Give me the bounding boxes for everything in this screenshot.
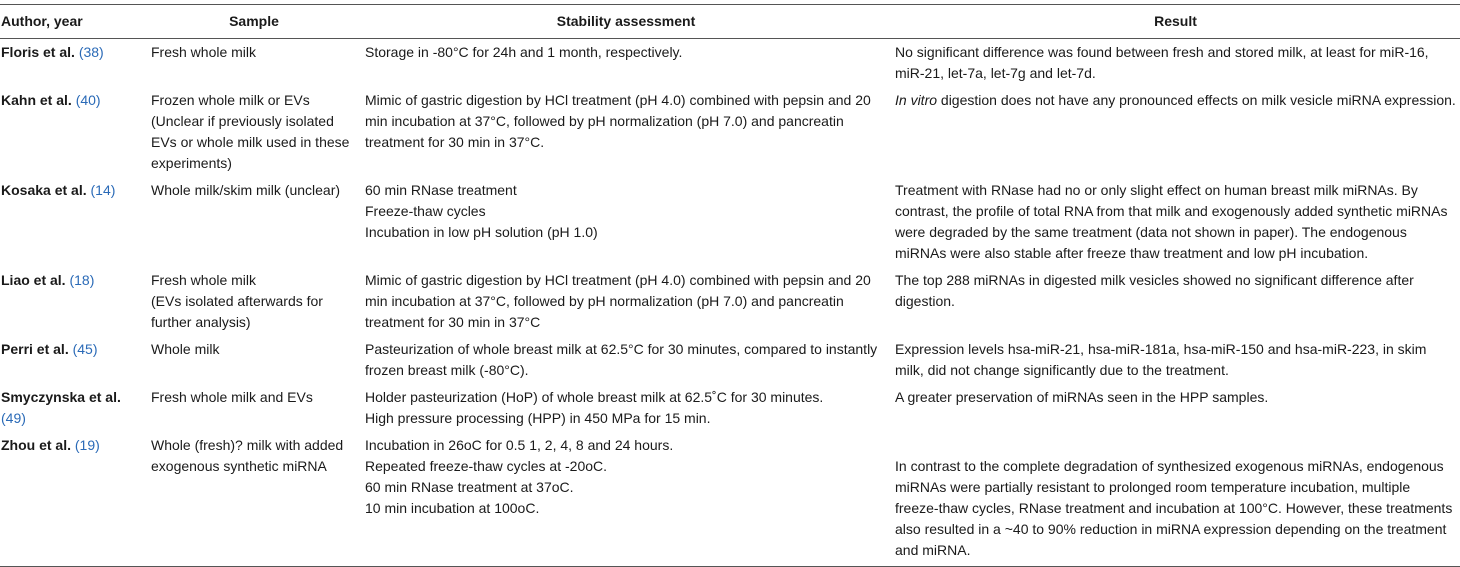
sample-cell [147, 432, 361, 567]
table-row [0, 39, 1460, 88]
stability-text: Storage in -80°C for 24h and 1 month, respectively. [365, 44, 683, 60]
stability-text: Pasteurization of whole breast milk at 62.5°C for 30 minutes, compared to instantly frozen breast milk (-80°C). [365, 341, 878, 378]
reference-link[interactable]: (18) [69, 272, 95, 288]
stability-cell [361, 384, 891, 432]
author-cell [0, 39, 147, 88]
stability-text: 60 min RNase treatment at 37oC. [365, 479, 574, 495]
result-cell [891, 39, 1460, 88]
author-name: Kahn et al. [1, 92, 72, 108]
author-name: Perri et al. [1, 341, 69, 357]
result-text: Expression levels hsa-miR-21, hsa-miR-181a, hsa-miR-150 and hsa-miR-223, in skim milk, did not change significantly due to the treatment. [895, 341, 1427, 378]
sample-text: Fresh whole milk [151, 272, 257, 288]
table-row [0, 336, 1460, 384]
stability-text: Incubation in 26oC for 0.5 1, 2, 4, 8 and 24 hours. [365, 437, 674, 453]
result-text: A greater preservation of miRNAs seen in the HPP samples. [895, 389, 1269, 405]
result-cell [891, 267, 1460, 336]
author-cell [0, 384, 147, 432]
stability-text: Repeated freeze-thaw cycles at -20oC. [365, 458, 608, 474]
sample-text: (EVs isolated afterwards for further analysis) [151, 293, 323, 330]
result-text: The top 288 miRNAs in digested milk vesicles showed no significant difference after digestion. [895, 272, 1414, 309]
table-row [0, 432, 1460, 567]
author-name: Kosaka et al. [1, 182, 87, 198]
reference-link[interactable]: (40) [75, 92, 101, 108]
result-italic-text: In vitro [895, 92, 938, 108]
reference-link[interactable]: (14) [90, 182, 116, 198]
sample-text: Frozen whole milk or EVs (Unclear if previously isolated EVs or whole milk used in these experiments) [151, 92, 350, 171]
table-body [0, 39, 1460, 567]
stability-text: Incubation in low pH solution (pH 1.0) [365, 224, 598, 240]
sample-text: Whole milk/skim milk (unclear) [151, 182, 341, 198]
stability-cell [361, 87, 891, 177]
sample-text: Whole (fresh)? milk with added exogenous synthetic miRNA [151, 437, 344, 474]
stability-table [0, 4, 1460, 567]
stability-text: Holder pasteurization (HoP) of whole breast milk at 62.5˚C for 30 minutes. [365, 389, 824, 405]
result-text: digestion does not have any pronounced effects on milk vesicle miRNA expression. [937, 92, 1456, 108]
stability-cell [361, 432, 891, 567]
header-sample: Sample [229, 13, 279, 29]
author-name: Liao et al. [1, 272, 66, 288]
reference-link[interactable]: (19) [74, 437, 100, 453]
sample-text: Fresh whole milk and EVs [151, 389, 313, 405]
result-cell [891, 432, 1460, 567]
sample-text: Fresh whole milk [151, 44, 257, 60]
author-name: Zhou et al. [1, 437, 71, 453]
result-cell [891, 177, 1460, 267]
stability-cell [361, 267, 891, 336]
stability-text: 10 min incubation at 100oC. [365, 500, 540, 516]
author-name: Floris et al. [1, 44, 75, 60]
table-header [0, 5, 1460, 39]
table-row [0, 384, 1460, 432]
author-cell [0, 177, 147, 267]
sample-cell [147, 267, 361, 336]
result-cell [891, 384, 1460, 432]
result-cell [891, 87, 1460, 177]
result-text: In contrast to the complete degradation of synthesized exogenous miRNAs, endogenous miRNAs were partially resistant to prolonged room temperature incubation, multiple freeze-thaw cycles, RNase treatment and incubation at 100°C. However, these treatments also resulted in a ~40 to 90% reduction in miRNA expression depending on the treatment and miRNA. [895, 458, 1453, 558]
header-result: Result [1154, 13, 1197, 29]
sample-cell [147, 87, 361, 177]
stability-text: High pressure processing (HPP) in 450 MPa for 15 min. [365, 410, 711, 426]
header-author: Author, year [1, 13, 83, 29]
reference-link[interactable]: (49) [1, 410, 26, 426]
author-cell [0, 267, 147, 336]
header-stability: Stability assessment [556, 13, 696, 29]
sample-text: Whole milk [151, 341, 220, 357]
table-row [0, 87, 1460, 177]
author-name: Smyczynska et al. [1, 389, 121, 405]
sample-cell [147, 336, 361, 384]
result-cell [891, 336, 1460, 384]
result-text: Treatment with RNase had no or only slight effect on human breast milk miRNAs. By contrast, the profile of total RNA from that milk and exogenously added synthetic miRNAs were degraded by the same treatment (data not shown in paper). The endogenous miRNAs were also stable after freeze thaw treatment and low pH incubation. [895, 182, 1448, 261]
sample-cell [147, 177, 361, 267]
stability-text: 60 min RNase treatment [365, 182, 517, 198]
table-row [0, 267, 1460, 336]
author-cell [0, 336, 147, 384]
sample-cell [147, 384, 361, 432]
stability-cell [361, 336, 891, 384]
sample-cell [147, 39, 361, 88]
author-cell [0, 432, 147, 567]
result-text: No significant difference was found between fresh and stored milk, at least for miR-16, miR-21, let-7a, let-7g and let-7d. [895, 44, 1429, 81]
author-cell [0, 87, 147, 177]
stability-cell [361, 177, 891, 267]
reference-link[interactable]: (45) [72, 341, 98, 357]
stability-cell [361, 39, 891, 88]
stability-text: Freeze-thaw cycles [365, 203, 486, 219]
stability-text: Mimic of gastric digestion by HCl treatment (pH 4.0) combined with pepsin and 20 min incubation at 37°C, followed by pH normalization (pH 7.0) and pancreatin treatment for 30 min in 37°C. [365, 92, 871, 150]
table-row [0, 177, 1460, 267]
stability-text: Mimic of gastric digestion by HCl treatment (pH 4.0) combined with pepsin and 20 min incubation at 37°C, followed by pH normalization (pH 7.0) and pancreatin treatment for 30 min in 37°C [365, 272, 871, 330]
reference-link[interactable]: (38) [78, 44, 104, 60]
